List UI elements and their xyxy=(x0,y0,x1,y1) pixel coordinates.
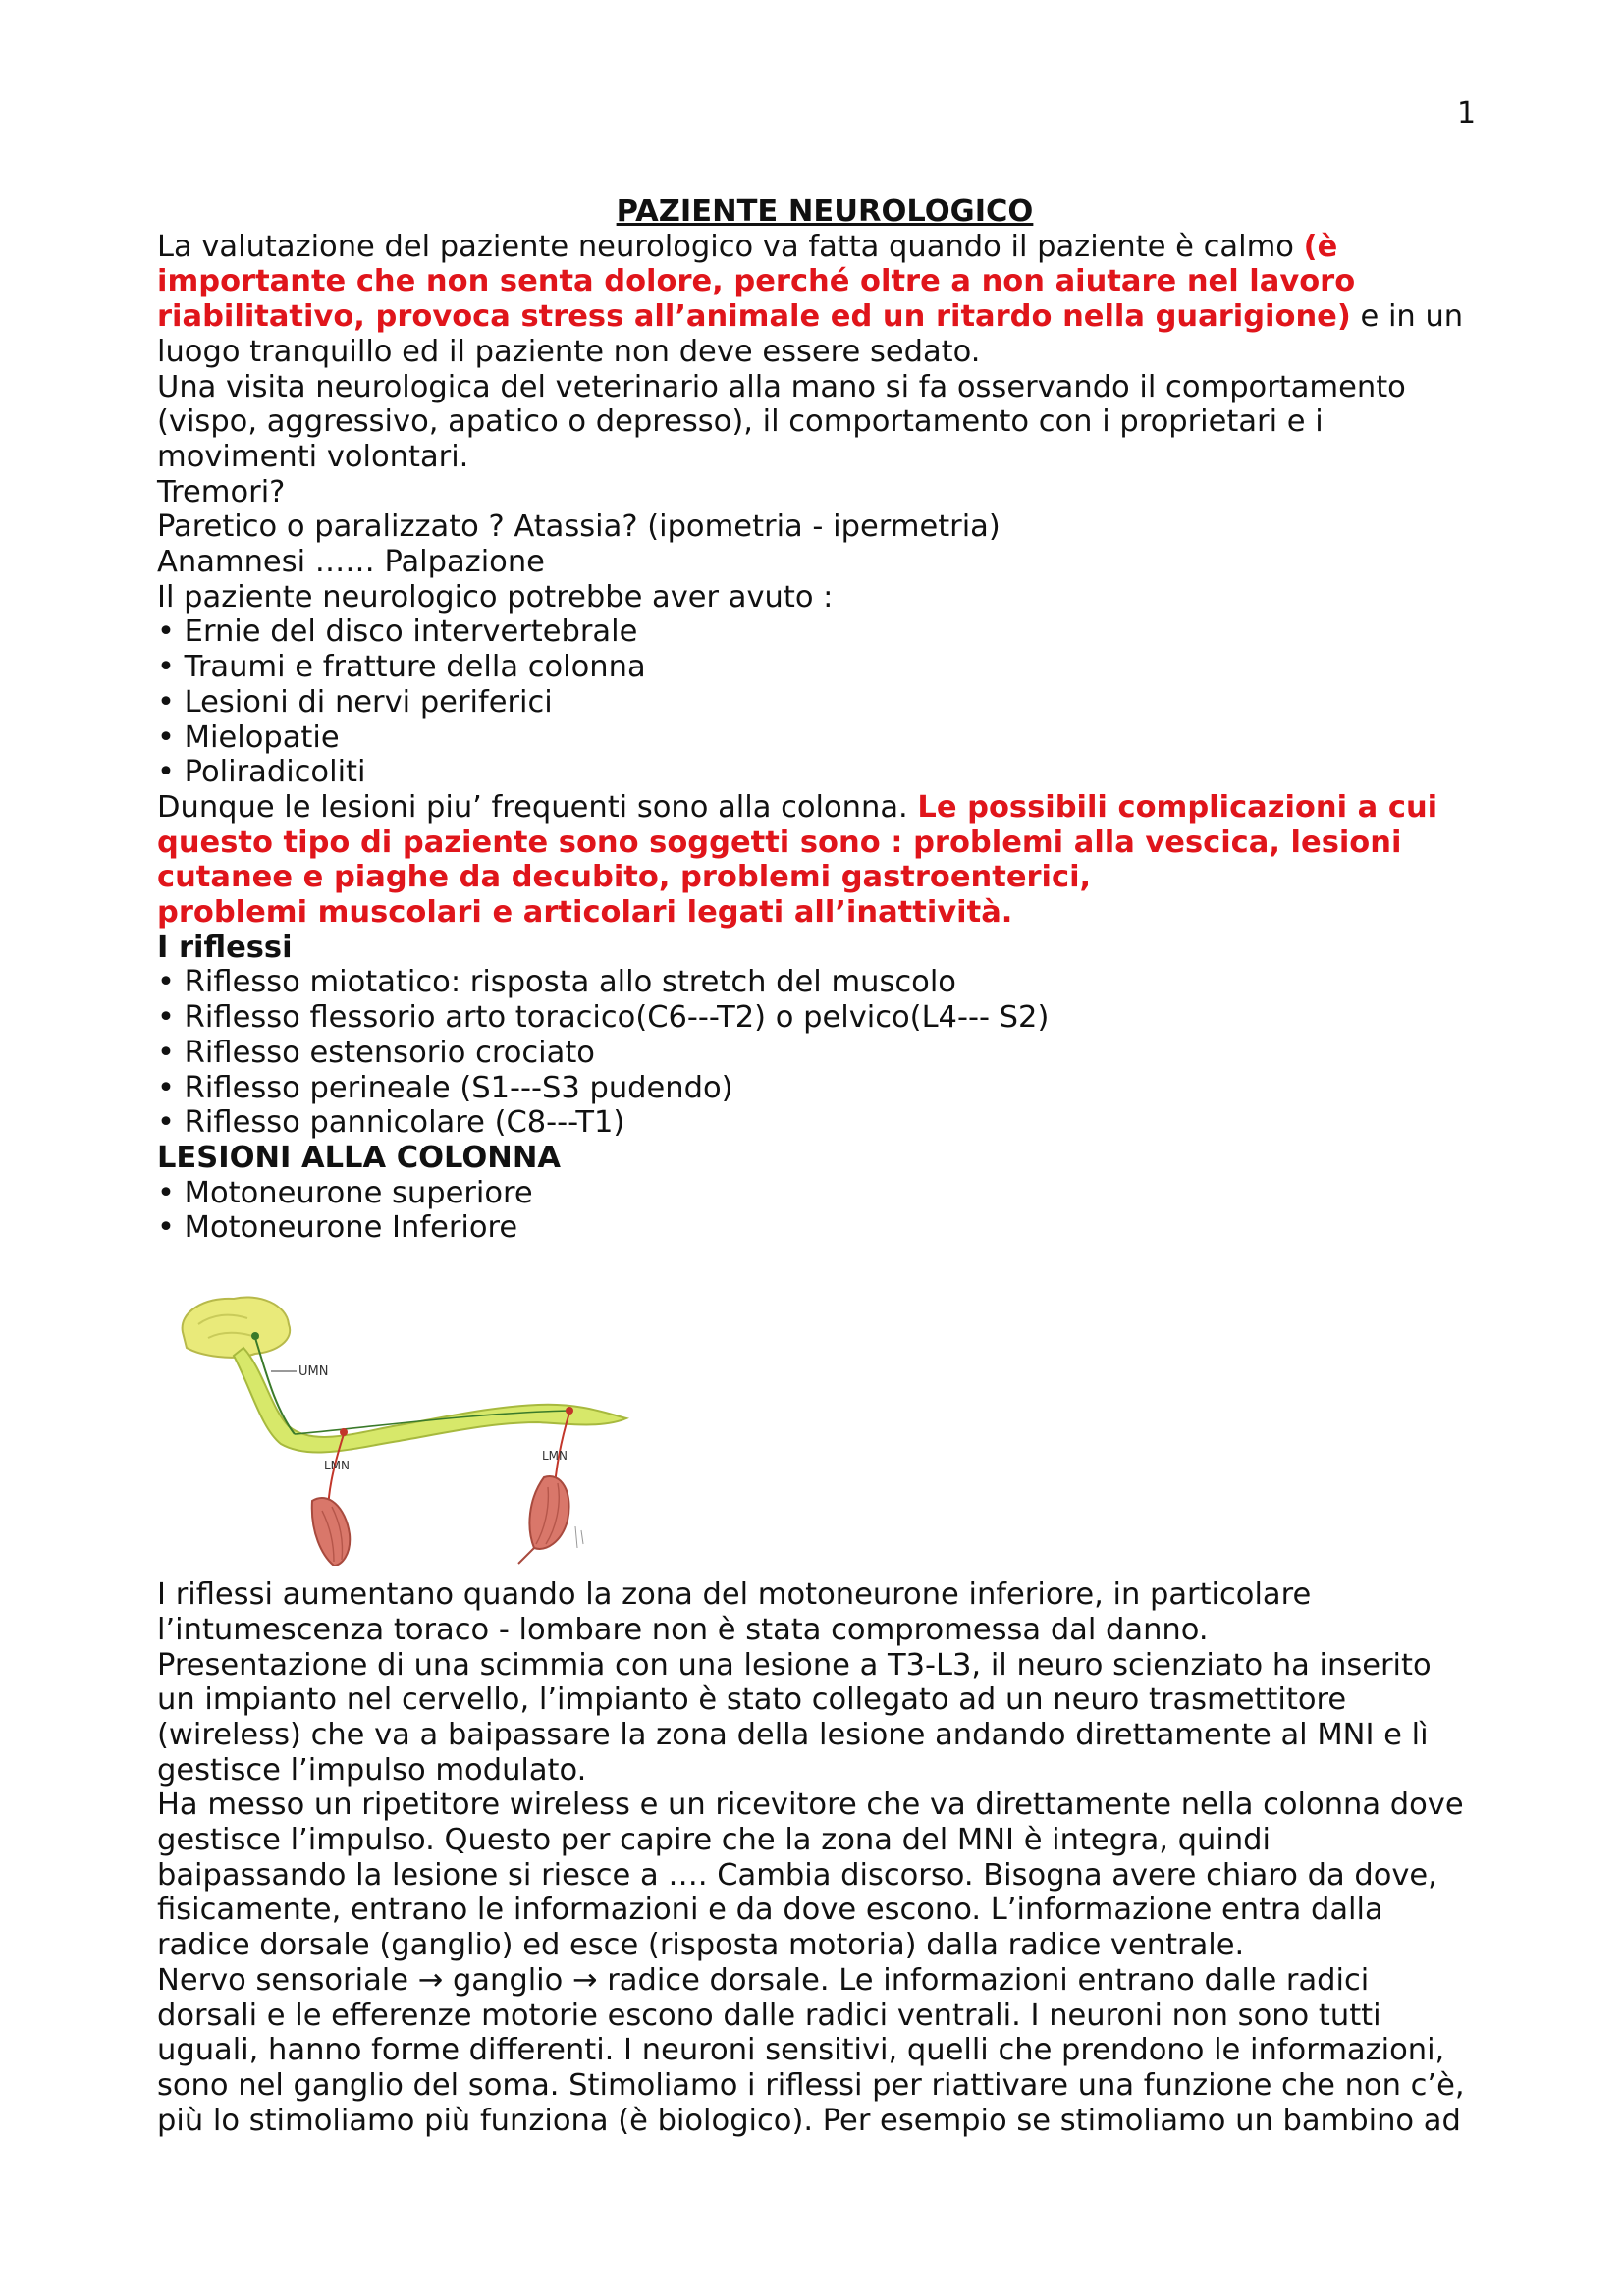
complications-line-1 xyxy=(157,790,1492,826)
list-item: • Riflesso flessorio arto toracico(C6---T2) o pelvico(L4--- S2) xyxy=(157,1000,1050,1036)
complications-line-3: cutanee e piaghe da decubito, problemi gastroenterici, xyxy=(157,860,1092,895)
intro-line-8: Tremori? xyxy=(157,474,286,509)
page-number: 1 xyxy=(1457,96,1477,131)
list-item: • Ernie del disco intervertebrale xyxy=(157,614,638,650)
spinal-cord xyxy=(234,1348,626,1453)
intro-line-10: Anamnesi …… Palpazione xyxy=(157,545,545,580)
intro-line-4: luogo tranquillo ed il paziente non deve essere sedato. xyxy=(157,334,981,369)
document-body xyxy=(157,194,1492,2138)
intro-line-7: movimenti volontari. xyxy=(157,439,469,474)
lesions-heading: LESIONI ALLA COLONNA xyxy=(157,1140,561,1175)
body-line-15: sono nel ganglio del soma. Stimoliamo i riflessi per riattivare una funzione che non c’è, xyxy=(157,2067,1465,2103)
intro-text: e in un xyxy=(1350,299,1464,335)
body-line-10: fisicamente, entrano le informazioni e da dove escono. L’informazione entra dalla xyxy=(157,1893,1383,1928)
body-line-4: un impianto nel cervello, l’impianto è stato collegato ad un neuro trasmettitore xyxy=(157,1682,1347,1718)
intro-line-11: Il paziente neurologico potrebbe aver avuto : xyxy=(157,579,834,614)
list-item: • Riflesso miotatico: risposta allo stretch del muscolo xyxy=(157,965,956,1000)
intro-line-1 xyxy=(157,230,1492,265)
body-line-3: Presentazione di una scimmia con una lesione a T3-L3, il neuro scienziato ha inserito xyxy=(157,1647,1432,1682)
intro-highlight: riabilitativo, provoca stress all’animale ed un ritardo nella guarigione) xyxy=(157,299,1351,335)
body-line-12: Nervo sensoriale → ganglio → radice dorsale. Le informazioni entrano dalle radici xyxy=(157,1962,1370,1998)
list-item: • Motoneurone superiore xyxy=(157,1175,533,1210)
complications-text: Dunque le lesioni piu’ frequenti sono alla colonna. xyxy=(157,789,918,825)
umn-label: UMN xyxy=(298,1364,329,1380)
intro-line-3 xyxy=(157,299,1492,335)
body-line-6: gestisce l’impulso modulato. xyxy=(157,1752,587,1788)
lmn-rear-label: LMN xyxy=(542,1449,568,1464)
page-title: PAZIENTE NEUROLOGICO xyxy=(616,194,1034,229)
body-line-8: gestisce l’impulso. Questo per capire che la zona del MNI è integra, quindi xyxy=(157,1823,1271,1858)
body-line-5: (wireless) che va a baipassare la zona della lesione andando direttamente al MNI e lì xyxy=(157,1717,1429,1752)
list-item: • Riflesso estensorio crociato xyxy=(157,1035,595,1070)
complications-highlight: Le possibili complicazioni a cui xyxy=(917,789,1438,825)
intro-line-5: Una visita neurologica del veterinario alla mano si fa osservando il comportamento xyxy=(157,369,1406,404)
list-item: • Poliradicoliti xyxy=(157,755,366,790)
body-line-2: l’intumescenza toraco - lombare non è stata compromessa dal danno. xyxy=(157,1612,1209,1647)
complications-line-2: questo tipo di paziente sono soggetti sono : problemi alla vescica, lesioni xyxy=(157,825,1402,860)
body-line-11: radice dorsale (ganglio) ed esce (risposta motoria) dalla radice ventrale. xyxy=(157,1928,1245,1963)
body-line-13: dorsali e le efferenze motorie escono dalle radici ventrali. I neuroni non sono tutti xyxy=(157,1998,1381,2033)
neuron-diagram xyxy=(165,1291,636,1566)
list-item: • Traumi e fratture della colonna xyxy=(157,650,646,685)
intro-line-9: Paretico o paralizzato ? Atassia? (ipometria - ipermetria) xyxy=(157,509,1001,545)
intro-text: La valutazione del paziente neurologico va fatta quando il paziente è calmo xyxy=(157,229,1304,264)
body-line-9: baipassando la lesione si riesce a …. Cambia discorso. Bisogna avere chiaro da dove, xyxy=(157,1857,1437,1893)
intro-line-6: (vispo, aggressivo, apatico o depresso), il comportamento con i proprietari e i xyxy=(157,404,1324,440)
list-item: • Lesioni di nervi periferici xyxy=(157,684,553,720)
body-line-14: uguali, hanno forme differenti. I neuroni sensitivi, quelli che prendono le informazioni, xyxy=(157,2033,1445,2068)
list-item: • Riflesso pannicolare (C8---T1) xyxy=(157,1105,625,1141)
reflexes-heading: I riflessi xyxy=(157,930,293,965)
list-item: • Mielopatie xyxy=(157,720,340,755)
brain-shape xyxy=(183,1298,291,1358)
body-line-7: Ha messo un ripetitore wireless e un ricevitore che va direttamente nella colonna dove xyxy=(157,1788,1464,1823)
complications-line-4: problemi muscolari e articolari legati all’inattività. xyxy=(157,895,1013,931)
list-item: • Riflesso perineale (S1---S3 pudendo) xyxy=(157,1070,733,1105)
body-line-1: I riflessi aumentano quando la zona del motoneurone inferiore, in particolare xyxy=(157,1577,1312,1613)
list-item: • Motoneurone Inferiore xyxy=(157,1210,518,1246)
front-muscle xyxy=(312,1498,350,1566)
intro-highlight: (è xyxy=(1303,229,1338,264)
lmn-front-label: LMN xyxy=(324,1459,351,1473)
intro-line-2: importante che non senta dolore, perché oltre a non aiutare nel lavoro xyxy=(157,264,1356,299)
body-line-16: più lo stimoliamo più funziona (è biologico). Per esempio se stimoliamo un bambino ad xyxy=(157,2103,1461,2138)
